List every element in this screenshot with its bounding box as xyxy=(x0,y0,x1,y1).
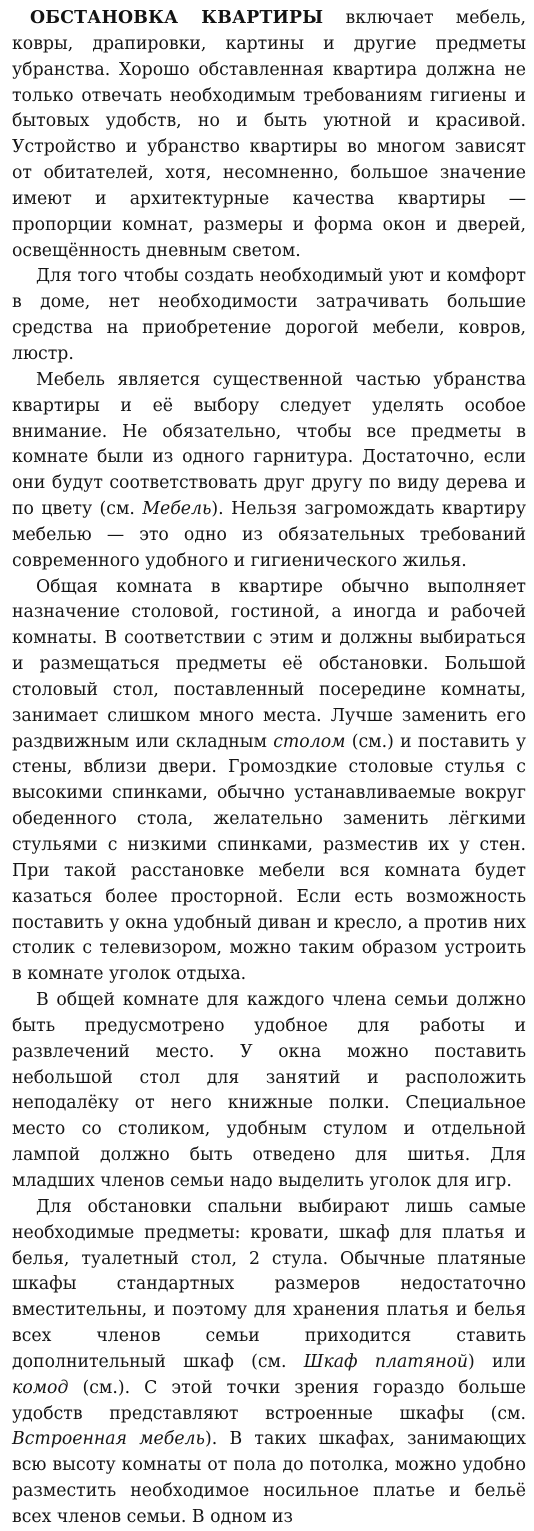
cross-reference: комод xyxy=(12,1377,69,1398)
paragraph-furniture xyxy=(12,368,526,575)
paragraph-text: включает мебель, ковры, драпировки, картины и другие предметы убранства. Хорошо обставленная квартира должна не только отвечать необходимым требованиям гигиены и бытовых удобств, но и быть уютной и красивой. Устройство и убранство квартиры во многом зависят от обитателей, хотя, несомненно, большое значение имеют и архитектурные качества квартиры — пропорции комнат, размеры и форма окон и дверей, освещённость дневным светом. xyxy=(12,8,526,261)
cross-reference: Мебель xyxy=(142,499,212,520)
paragraph-text: Общая комната в квартире обычно выполняет назначение столовой, гостиной, а иногда и рабочей комнаты. В соответствии с этим и должны выбираться и размещаться предметы её обстановки. Большой столовый стол, поставленный посередине комнаты, занимает слишком много места. Лучше заменить его раздвижным или складным xyxy=(12,576,526,752)
paragraph-bedroom xyxy=(12,1195,526,1531)
paragraph-text: ). Нельзя загромождать квартиру мебелью — это одно из обязательных требований современного удобного и гигиенического жилья. xyxy=(12,499,526,571)
paragraph-text: ) или xyxy=(468,1351,527,1372)
paragraph-text: В общей комнате для каждого члена семьи должно быть предусмотрено удобное для работы и развлечений место. У окна можно поставить небольшой стол для занятий и расположить неподалёку от него книжные полки. Специальное место со столиком, удобным стулом и отдельной лампой должно быть отведено для шитья. Для младших членов семьи надо выделить уголок для игр. xyxy=(12,990,526,1191)
cross-reference: Шкаф платяной xyxy=(303,1351,469,1372)
paragraph-family-places xyxy=(12,988,526,1195)
paragraph-text: ). В таких шкафах, занимающих всю высоту комнаты от пола до потолка, можно удобно разместить необходимое носильное платье и бельё всех членов семьи. В одном из xyxy=(12,1429,526,1527)
paragraph-text: Для обстановки спальни выбирают лишь самые необходимые предметы: кровати, шкаф для платья и белья, туалетный стол, 2 стула. Обычные платяные шкафы стандартных размеров недостаточно вместительны, и поэтому для хранения платья и белья всех членов семьи приходится ставить дополнительный шкаф (см. xyxy=(12,1196,526,1372)
paragraph-text: Для того чтобы создать необходимый уют и комфорт в доме, нет необходимости затрачивать большие средства на приобретение дорогой мебели, ковров, люстр. xyxy=(12,266,526,364)
paragraph-text: Мебель является существенной частью убранства квартиры и её выбору следует уделять особое внимание. Не обязательно, чтобы все предметы в комнате были из одного гарнитура. Достаточно, если они будут соответствовать друг другу по виду дерева и по цвету (см. xyxy=(12,369,526,520)
cross-reference: столом xyxy=(273,731,346,752)
paragraph-common-room xyxy=(12,575,526,989)
paragraph-intro xyxy=(12,6,526,264)
cross-reference: Встроенная мебель xyxy=(12,1429,205,1450)
paragraph-text: (см.) и поставить у стены, вблизи двери. Громоздкие столовые стулья с высокими спинками, обычно устанавливаемые вокруг обеденного стола, желательно заменить лёгкими стульями с низкими спинками, разместив их у стен. При такой расстановке мебели вся комната будет казаться более просторной. Если есть возможность поставить у окна удобный диван и кресло, а против них столик с телевизором, можно таким образом устроить в комнате уголок отдыха. xyxy=(12,731,526,985)
article-heading: ОБСТАНОВКА КВАРТИРЫ xyxy=(30,8,324,28)
paragraph-comfort xyxy=(12,264,526,367)
paragraph-text: (см.). С этой точки зрения гораздо больше удобств представляют встроенные шкафы (см. xyxy=(12,1377,526,1424)
